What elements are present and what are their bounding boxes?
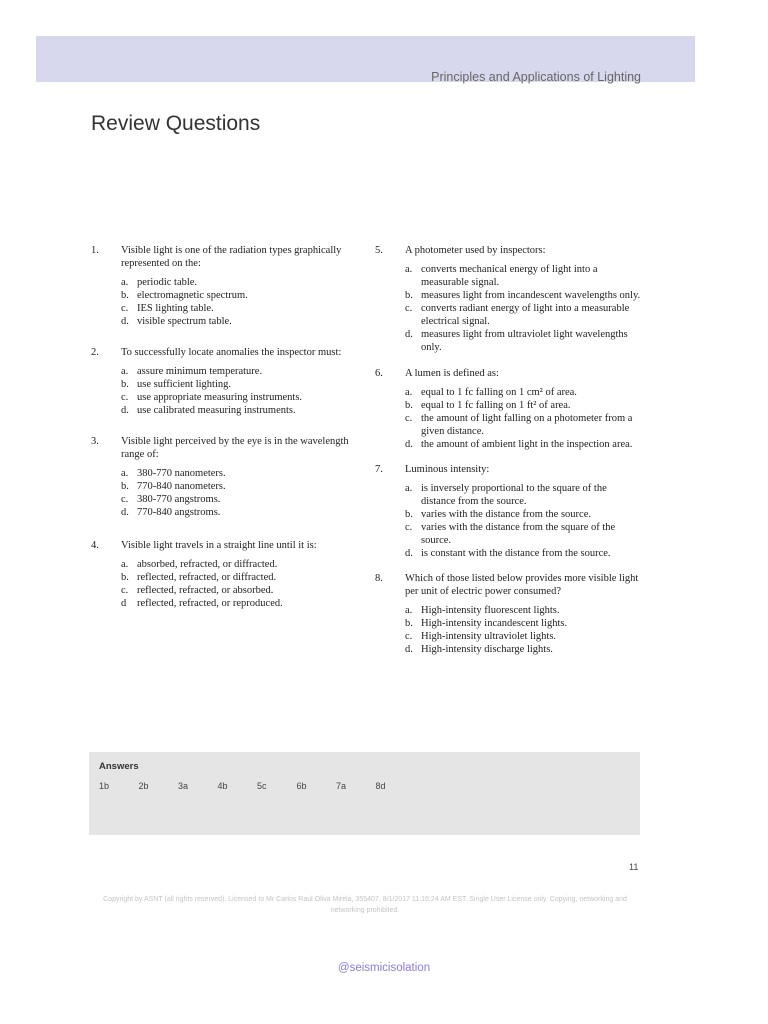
option-letter: b. — [405, 618, 413, 629]
question-number: 2. — [91, 347, 99, 358]
option-a — [121, 558, 359, 571]
option-text: visible spectrum table. — [137, 316, 232, 327]
option-letter: a. — [121, 468, 129, 479]
option-d — [405, 547, 643, 560]
question-number: 4. — [91, 540, 99, 551]
option-letter: d. — [121, 405, 129, 416]
option-d — [405, 328, 643, 354]
question-8 — [375, 572, 643, 656]
option-letter: a. — [121, 366, 129, 377]
option-c — [405, 521, 643, 547]
option-c — [121, 302, 359, 315]
option-text: use sufficient lighting. — [137, 379, 232, 390]
option-text: periodic table. — [137, 277, 198, 288]
option-text: assure minimum temperature. — [137, 366, 263, 377]
question-text: A lumen is defined as: — [405, 368, 499, 379]
option-a — [121, 365, 359, 378]
option-letter: c. — [121, 494, 129, 505]
options-list — [121, 558, 359, 610]
option-letter: b. — [405, 290, 413, 301]
option-text: is inversely proportional to the square of the distance from the source. — [421, 483, 607, 507]
option-c — [405, 412, 643, 438]
option-letter: b. — [121, 290, 129, 301]
questions-right-column — [375, 244, 643, 656]
option-letter: d. — [121, 507, 129, 518]
option-b — [405, 508, 643, 521]
question-text: Which of those listed below provides more visible light per unit of electric power consumed? — [405, 573, 639, 597]
question-5 — [375, 244, 643, 354]
option-letter: a. — [405, 264, 413, 275]
page-number: 11 — [629, 862, 639, 872]
options-list — [121, 467, 359, 519]
question-number: 8. — [375, 573, 383, 584]
option-a — [405, 482, 643, 508]
option-letter: b. — [121, 379, 129, 390]
options-list — [405, 263, 643, 354]
option-letter: c. — [405, 631, 413, 642]
answer-item: 3a — [178, 781, 189, 791]
option-b — [121, 571, 359, 584]
option-c — [405, 630, 643, 643]
option-d — [405, 438, 643, 451]
option-text: 770-840 angstroms. — [137, 507, 221, 518]
question-text: Luminous intensity: — [405, 464, 490, 475]
question-text: Visible light is one of the radiation types graphically represented on the: — [121, 245, 342, 269]
option-d — [405, 643, 643, 656]
question-7 — [375, 463, 643, 560]
answer-item: 5c — [257, 781, 267, 791]
option-c — [121, 584, 359, 597]
option-text: measures light from ultraviolet light wavelengths only. — [421, 329, 628, 353]
option-text: reflected, refracted, or reproduced. — [137, 598, 283, 609]
answer-item: 4b — [217, 781, 228, 791]
answer-item: 1b — [99, 781, 110, 791]
option-text: absorbed, refracted, or diffracted. — [137, 559, 278, 570]
question-2 — [91, 346, 359, 417]
option-text: 770-840 nanometers. — [137, 481, 226, 492]
answer-item: 6b — [296, 781, 307, 791]
option-c — [405, 302, 643, 328]
question-number: 1. — [91, 245, 99, 256]
answer-item: 7a — [336, 781, 347, 791]
page-title: Review Questions — [91, 112, 261, 135]
question-number: 6. — [375, 368, 383, 379]
options-list — [121, 365, 359, 417]
option-text: High-intensity fluorescent lights. — [421, 605, 560, 616]
option-text: 380-770 nanometers. — [137, 468, 226, 479]
option-c — [121, 493, 359, 506]
answers-box — [89, 752, 640, 835]
option-a — [121, 276, 359, 289]
option-text: the amount of light falling on a photometer from a given distance. — [421, 413, 633, 437]
answers-title: Answers — [99, 761, 139, 772]
option-text: High-intensity discharge lights. — [421, 644, 553, 655]
option-letter: d. — [405, 644, 413, 655]
option-text: converts mechanical energy of light into a measurable signal. — [421, 264, 598, 288]
option-a — [405, 604, 643, 617]
options-list — [405, 604, 643, 656]
question-3 — [91, 435, 359, 519]
option-letter: d. — [121, 316, 129, 327]
question-number: 7. — [375, 464, 383, 475]
question-text: Visible light perceived by the eye is in the wavelength range of: — [121, 436, 349, 460]
question-text: Visible light travels in a straight line until it is: — [121, 540, 317, 551]
option-d — [121, 506, 359, 519]
question-4 — [91, 539, 359, 610]
options-list — [405, 482, 643, 560]
running-header-title: Principles and Applications of Lighting — [431, 70, 641, 84]
option-b — [121, 378, 359, 391]
question-number: 5. — [375, 245, 383, 256]
option-d — [121, 597, 359, 610]
option-letter: b. — [121, 572, 129, 583]
option-letter: a. — [405, 483, 413, 494]
option-letter: b. — [121, 481, 129, 492]
answer-item: 8d — [375, 781, 386, 791]
option-letter: a. — [121, 559, 129, 570]
option-text: reflected, refracted, or absorbed. — [137, 585, 274, 596]
option-text: electromagnetic spectrum. — [137, 290, 248, 301]
option-letter: b. — [405, 509, 413, 520]
question-6 — [375, 367, 643, 451]
option-letter: a. — [405, 605, 413, 616]
option-text: equal to 1 fc falling on 1 ft² of area. — [421, 400, 571, 411]
watermark-text: @seismicisolation — [337, 962, 431, 974]
option-letter: c. — [405, 413, 413, 424]
option-letter: c. — [121, 392, 129, 403]
option-letter: c. — [405, 303, 413, 314]
question-text: A photometer used by inspectors: — [405, 245, 546, 256]
question-1 — [91, 244, 359, 328]
options-list — [405, 386, 643, 451]
option-a — [121, 467, 359, 480]
option-letter: b. — [405, 400, 413, 411]
option-text: varies with the distance from the square of the source. — [421, 522, 616, 546]
option-text: converts radiant energy of light into a measurable electrical signal. — [421, 303, 630, 327]
option-c — [121, 391, 359, 404]
option-text: use appropriate measuring instruments. — [137, 392, 303, 403]
option-b — [405, 617, 643, 630]
option-letter: d. — [405, 548, 413, 559]
option-text: varies with the distance from the source. — [421, 509, 591, 520]
option-text: IES lighting table. — [137, 303, 214, 314]
option-d — [121, 404, 359, 417]
option-letter: a. — [405, 387, 413, 398]
option-b — [121, 480, 359, 493]
option-text: the amount of ambient light in the inspection area. — [421, 439, 633, 450]
option-text: use calibrated measuring instruments. — [137, 405, 296, 416]
option-d — [121, 315, 359, 328]
options-list — [121, 276, 359, 328]
option-b — [405, 289, 643, 302]
question-text: To successfully locate anomalies the inspector must: — [121, 347, 342, 358]
option-letter: c. — [405, 522, 413, 533]
option-text: 380-770 angstroms. — [137, 494, 221, 505]
option-a — [405, 263, 643, 289]
option-letter: d. — [405, 329, 413, 340]
copyright-notice: Copyright by ASNT (all rights reserved). Licensed to Mr Carlos Raul Oliva Mirela, 355407, 8/1/2017 11:16:24 AM EST. Single User License only. Copying, networking and networking prohibited. — [103, 896, 627, 914]
option-text: High-intensity ultraviolet lights. — [421, 631, 557, 642]
answers-row — [99, 781, 415, 791]
option-a — [405, 386, 643, 399]
option-text: reflected, refracted, or diffracted. — [137, 572, 277, 583]
option-letter: d. — [405, 439, 413, 450]
questions-left-column — [91, 244, 359, 610]
question-number: 3. — [91, 436, 99, 447]
option-letter: d — [121, 598, 127, 609]
option-letter: a. — [121, 277, 129, 288]
option-b — [405, 399, 643, 412]
answer-item: 2b — [138, 781, 149, 791]
option-text: High-intensity incandescent lights. — [421, 618, 568, 629]
option-letter: c. — [121, 303, 129, 314]
option-text: measures light from incandescent wavelengths only. — [421, 290, 641, 301]
option-b — [121, 289, 359, 302]
option-text: is constant with the distance from the source. — [421, 548, 611, 559]
option-text: equal to 1 fc falling on 1 cm² of area. — [421, 387, 577, 398]
option-letter: c. — [121, 585, 129, 596]
